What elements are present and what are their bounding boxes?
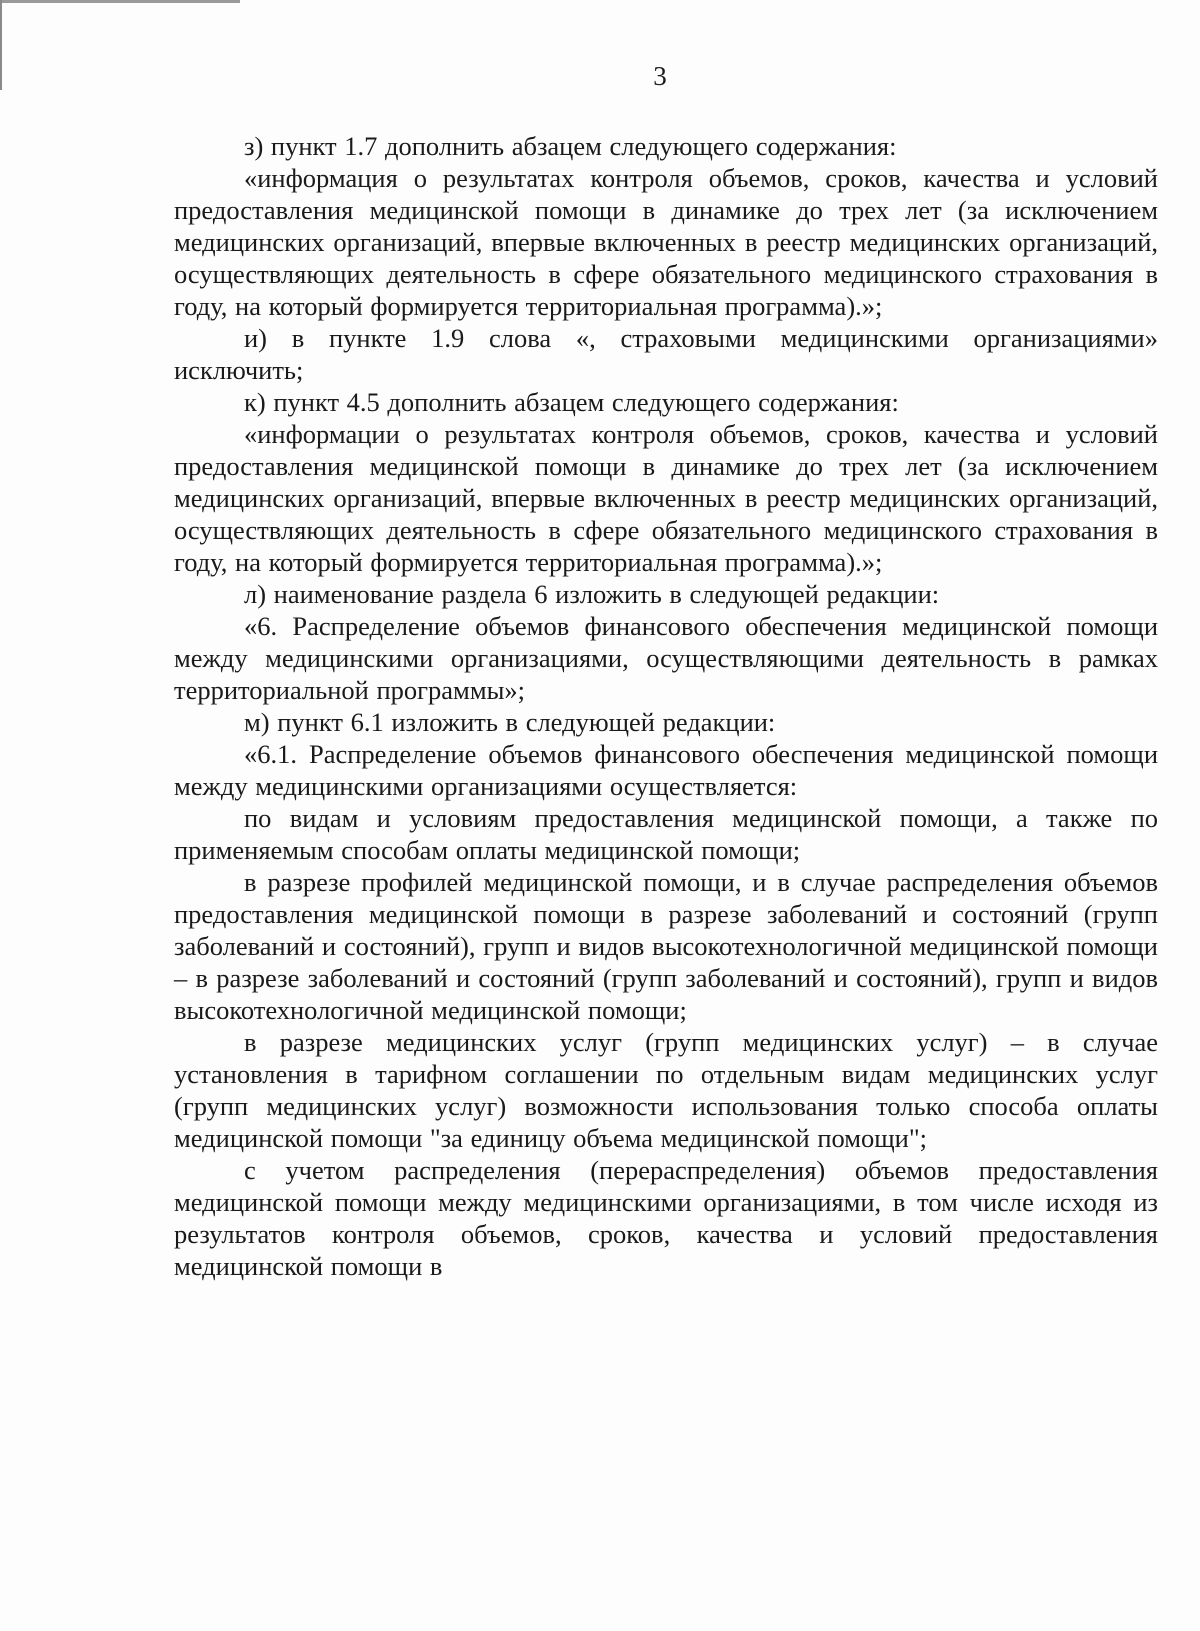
paragraph-quote-informatsiya: «информация о результатах контроля объемов, сроков, качества и условий предоставления медицинской помощи в динамике до трех лет (за исключением медицинских организаций, впервые включенных в реестр медицинских организаций, осуществляющих деятельность в сфере обязательного медицинского страхования в году, на который формируется территориальная программа).»; bbox=[174, 163, 1158, 321]
page-number: 3 bbox=[653, 61, 667, 91]
paragraph-quote-informatsii: «информации о результатах контроля объемов, сроков, качества и условий предоставления медицинской помощи в динамике до трех лет (за исключением медицинских организаций, впервые включенных в реестр медицинских организаций, осуществляющих деятельность в сфере обязательного медицинского страхования в году, на который формируется территориальная программа).»; bbox=[174, 419, 1158, 577]
scan-border-top bbox=[0, 0, 240, 3]
paragraph-i-item-1-9: и) в пункте 1.9 слова «, страховыми медицинскими организациями» исключить; bbox=[174, 323, 1158, 385]
paragraph-z-item-1-7: з) пункт 1.7 дополнить абзацем следующего содержания: bbox=[244, 131, 897, 161]
paragraph-m-item-6-1: м) пункт 6.1 изложить в следующей редакции: bbox=[244, 707, 776, 737]
paragraph-by-profiles: в разрезе профилей медицинской помощи, и в случае распределения объемов предоставления медицинской помощи в разрезе заболеваний и состояний (групп заболеваний и состояний), групп и видов высокотехнологичной медицинской помощи – в разрезе заболеваний и состояний (групп заболеваний и состояний), групп и видов высокотехнологичной медицинской помощи; bbox=[174, 867, 1158, 1025]
paragraph-quote-6-1: «6.1. Распределение объемов финансового обеспечения медицинской помощи между медицинскими организациями осуществляется: bbox=[174, 739, 1158, 801]
document-body bbox=[174, 130, 1158, 1282]
paragraph-l-section-6-title: л) наименование раздела 6 изложить в следующей редакции: bbox=[244, 579, 940, 609]
paragraph-k-item-4-5: к) пункт 4.5 дополнить абзацем следующего содержания: bbox=[244, 387, 899, 417]
paragraph-by-services: в разрезе медицинских услуг (групп медицинских услуг) – в случае установления в тарифном соглашении по отдельным видам медицинских услуг (групп медицинских услуг) возможности использования только способа оплаты медицинской помощи "за единицу объема медицинской помощи"; bbox=[174, 1027, 1158, 1153]
paragraph-by-types: по видам и условиям предоставления медицинской помощи, а также по применяемым способам оплаты медицинской помощи; bbox=[174, 803, 1158, 865]
paragraph-quote-section-6: «6. Распределение объемов финансового обеспечения медицинской помощи между медицинскими организациями, осуществляющими деятельность в рамках территориальной программы»; bbox=[174, 611, 1158, 705]
paragraph-redistribution: с учетом распределения (перераспределения) объемов предоставления медицинской помощи между медицинскими организациями, в том числе исходя из результатов контроля объемов, сроков, качества и условий предоставления медицинской помощи в bbox=[174, 1155, 1158, 1281]
